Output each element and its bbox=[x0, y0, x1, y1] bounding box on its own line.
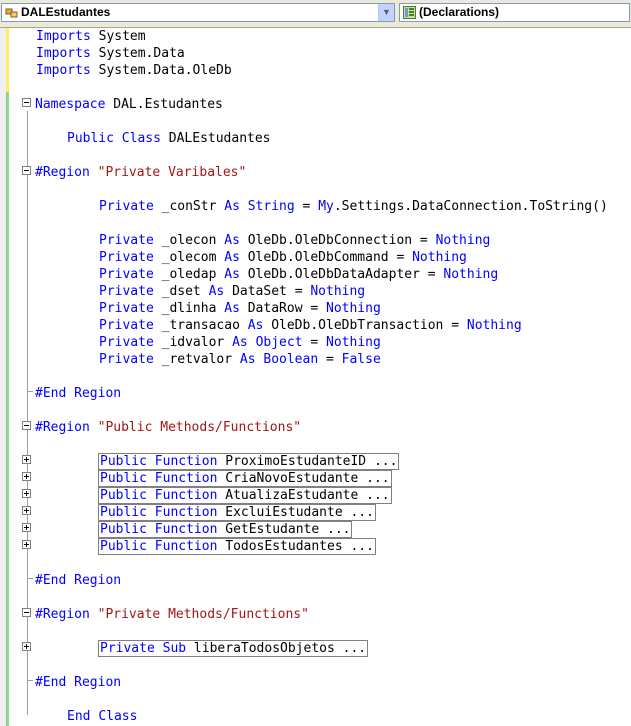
outline-end-mark bbox=[28, 578, 33, 579]
code-line[interactable]: Private _transacao As OleDb.OleDbTransaction = Nothing bbox=[99, 318, 522, 333]
code-line[interactable]: End Class bbox=[67, 709, 138, 724]
code-line[interactable]: Private _retvalor As Boolean = False bbox=[99, 352, 381, 367]
collapse-region-icon[interactable] bbox=[22, 421, 31, 430]
code-line[interactable]: Namespace DAL.Estudantes bbox=[35, 97, 223, 112]
outline-end-mark bbox=[28, 391, 33, 392]
expand-function-icon[interactable] bbox=[22, 506, 31, 515]
collapsed-function[interactable]: Public Function CriaNovoEstudante ... bbox=[100, 471, 390, 486]
code-line[interactable]: Private _idvalor As Object = Nothing bbox=[99, 335, 381, 350]
code-line[interactable]: #End Region bbox=[35, 573, 122, 588]
member-name-dropdown[interactable] bbox=[399, 3, 630, 22]
expand-function-icon[interactable] bbox=[22, 523, 31, 532]
code-line[interactable]: Public Class DALEstudantes bbox=[67, 131, 271, 146]
member-name-value: (Declarations) bbox=[419, 5, 500, 19]
code-line[interactable]: #Region "Public Methods/Functions" bbox=[35, 420, 302, 435]
saved-lines-bar bbox=[6, 92, 9, 726]
code-line[interactable]: Private _olecom As OleDb.OleDbCommand = Nothing bbox=[99, 250, 467, 265]
class-icon bbox=[5, 6, 18, 19]
code-line[interactable]: Private _dset As DataSet = Nothing bbox=[99, 284, 366, 299]
collapsed-function[interactable]: Public Function ProximoEstudanteID ... bbox=[100, 454, 398, 469]
expand-function-icon[interactable] bbox=[22, 455, 31, 464]
editor-navigation-bar bbox=[0, 0, 631, 28]
outline-guide bbox=[27, 111, 28, 715]
class-name-dropdown[interactable] bbox=[1, 3, 395, 22]
code-line[interactable]: Imports System.Data bbox=[36, 46, 185, 61]
class-name-value: DALEstudantes bbox=[21, 5, 111, 19]
expand-function-icon[interactable] bbox=[22, 489, 31, 498]
collapsed-function[interactable]: Public Function GetEstudante ... bbox=[100, 522, 351, 537]
code-editor[interactable] bbox=[0, 28, 631, 726]
collapse-region-icon[interactable] bbox=[22, 166, 31, 175]
chevron-down-icon[interactable]: ▼ bbox=[378, 4, 394, 21]
code-line[interactable]: #Region "Private Methods/Functions" bbox=[35, 607, 309, 622]
code-line[interactable]: Private _dlinha As DataRow = Nothing bbox=[99, 301, 381, 316]
collapse-region-icon[interactable] bbox=[22, 608, 31, 617]
collapsed-function[interactable]: Public Function AtualizaEstudante ... bbox=[100, 488, 390, 503]
code-line[interactable]: Imports System.Data.OleDb bbox=[36, 63, 232, 78]
outline-end-mark bbox=[28, 680, 33, 681]
code-line[interactable]: #End Region bbox=[35, 386, 122, 401]
code-line[interactable]: #Region "Private Varibales" bbox=[35, 165, 247, 180]
changed-lines-bar bbox=[6, 28, 9, 92]
code-line[interactable]: Private _olecon As OleDb.OleDbConnection = Nothing bbox=[99, 233, 491, 248]
code-line[interactable]: Private _oledap As OleDb.OleDbDataAdapter = Nothing bbox=[99, 267, 499, 282]
collapsed-sub[interactable]: Private Sub liberaTodosObjetos ... bbox=[100, 641, 367, 656]
code-line[interactable]: #End Region bbox=[35, 675, 122, 690]
code-line[interactable]: Imports System bbox=[36, 29, 146, 44]
code-line[interactable]: Private _conStr As String = My.Settings.DataConnection.ToString() bbox=[99, 199, 608, 214]
expand-function-icon[interactable] bbox=[22, 472, 31, 481]
collapsed-function[interactable]: Public Function TodosEstudantes ... bbox=[100, 539, 374, 554]
collapse-namespace-icon[interactable] bbox=[22, 98, 31, 107]
expand-function-icon[interactable] bbox=[22, 540, 31, 549]
collapsed-function[interactable]: Public Function ExcluiEstudante ... bbox=[100, 505, 374, 520]
declarations-icon bbox=[403, 6, 416, 19]
expand-sub-icon[interactable] bbox=[22, 642, 31, 651]
